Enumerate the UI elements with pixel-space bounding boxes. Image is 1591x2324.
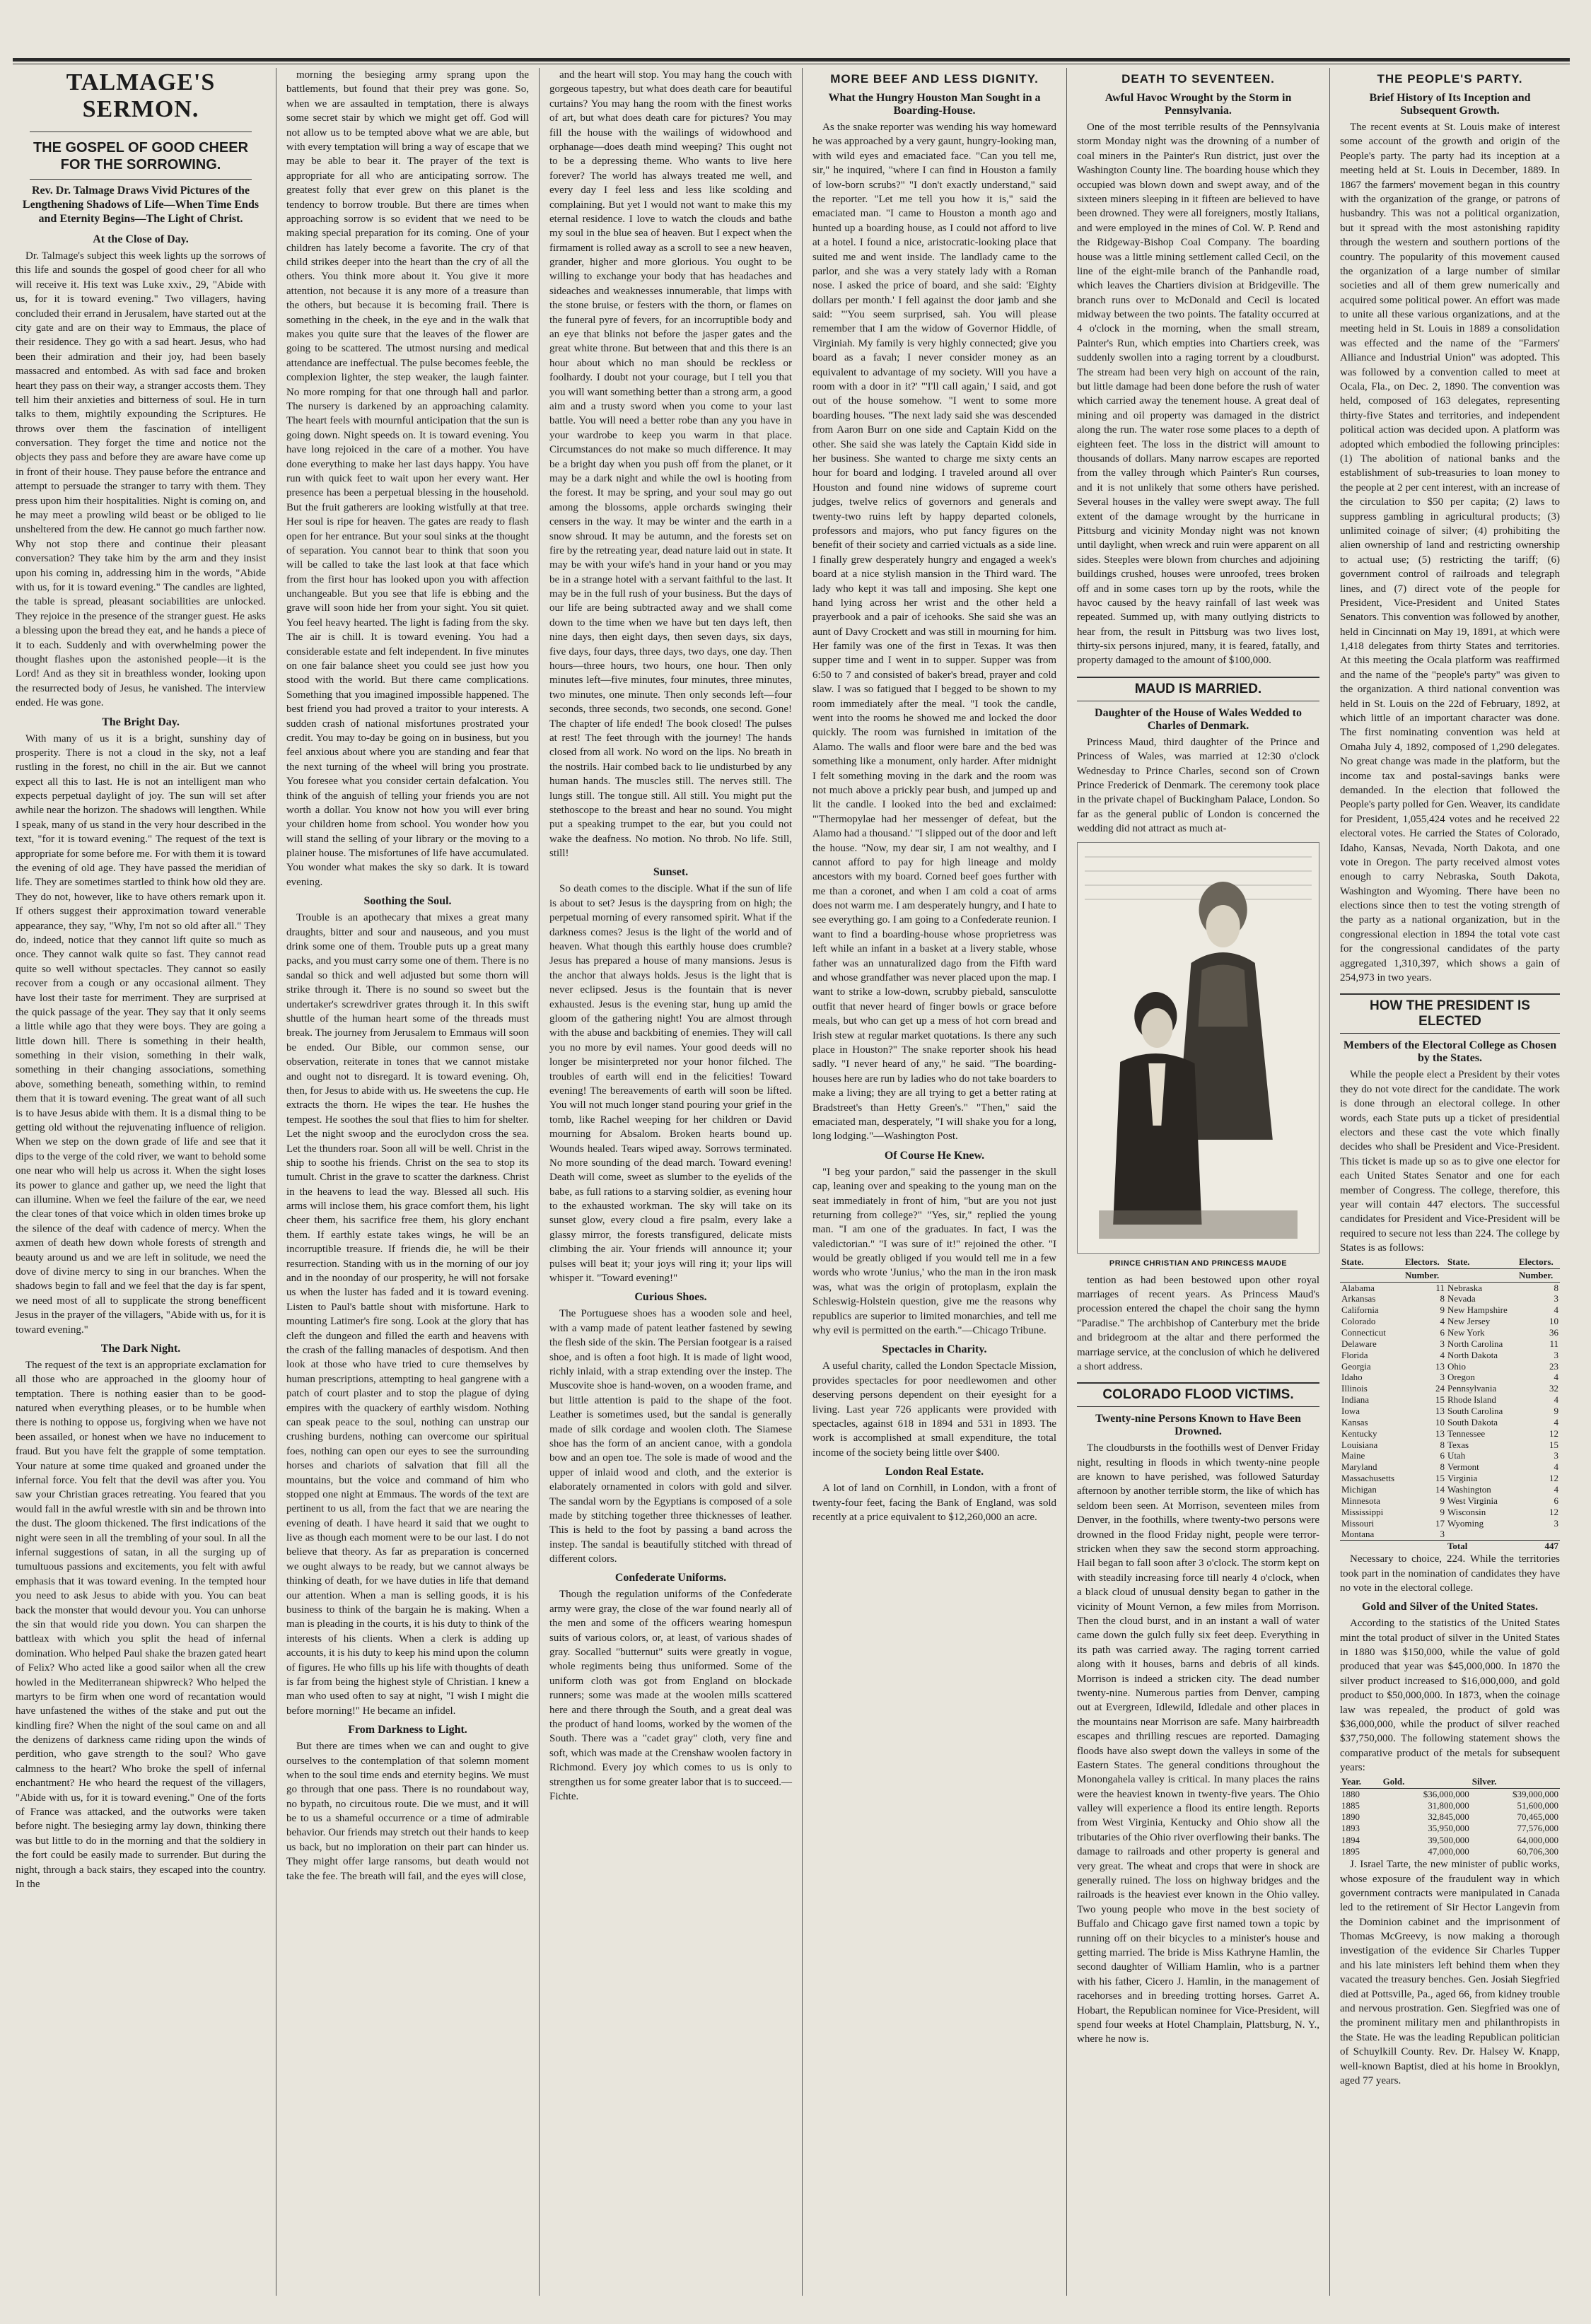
electors-cell: 3 bbox=[1440, 1372, 1445, 1383]
article-paragraph: But there are times when we can and ought to give ourselves to the contemplation of that solemn moment when to the soul time ends and eternity begins. We must go through that one pass. There is no roundabout way, no bypath, no circuitous route. Die we must, and it will be to us a shameful occurrence or a time of admirable behavior. Our friends may stretch out their hands to keep us back, but no imploration on their part can hinder us. They might offer large ransoms, but death would not take the fee. The breath will fail, and the eyes will close, bbox=[286, 1741, 529, 1882]
masthead-rule bbox=[13, 58, 1570, 62]
state-cell: Wisconsin bbox=[1447, 1506, 1486, 1517]
table-total-row bbox=[1340, 1541, 1560, 1552]
electors-cell: 4 bbox=[1554, 1483, 1558, 1495]
table-row bbox=[1340, 1282, 1560, 1293]
electors-cell: 15 bbox=[1435, 1473, 1445, 1484]
state-cell: Wyoming bbox=[1447, 1517, 1484, 1529]
section-heading: Curious Shoes. bbox=[634, 1291, 707, 1304]
state-cell: Minnesota bbox=[1341, 1495, 1380, 1506]
table-row bbox=[1340, 1383, 1560, 1394]
state-cell: Kentucky bbox=[1341, 1427, 1377, 1439]
state-cell: Colorado bbox=[1341, 1316, 1376, 1327]
year-cell: 1895 bbox=[1341, 1845, 1360, 1857]
electors-cell: 11 bbox=[1435, 1282, 1445, 1293]
electors-cell: 6 bbox=[1440, 1326, 1445, 1338]
state-cell: Arkansas bbox=[1341, 1293, 1376, 1304]
electors-cell: 3 bbox=[1554, 1349, 1558, 1360]
electors-cell: 4 bbox=[1554, 1304, 1558, 1316]
year-cell: 1885 bbox=[1341, 1799, 1360, 1811]
section-heading: Members of the Electoral College as Chosen by the States. bbox=[1343, 1039, 1557, 1065]
year-cell: 1890 bbox=[1341, 1811, 1360, 1823]
state-cell: Nebraska bbox=[1447, 1282, 1483, 1293]
column-5 bbox=[1066, 68, 1329, 2296]
state-cell: Maryland bbox=[1341, 1461, 1377, 1473]
column-1 bbox=[13, 68, 276, 2296]
total-label: Total bbox=[1446, 1541, 1517, 1552]
table-subheader bbox=[1340, 1268, 1404, 1282]
peoples-party-headline: THE PEOPLE'S PARTY. bbox=[1377, 72, 1523, 86]
article-paragraph: So death comes to the disciple. What if the sun of life is about to set? Jesus is the dayspring from on high; the perpetual morning of every ransomed spirit. What if the darkness comes? Jesus is the light of the world and of heaven. What though this earthly house does crumble? Jesus has prepared a house of many mansions. Jesus is the anchor that always holds. Jesus is the light that is never eclipsed. Jesus is the fountain that is never exhausted. Jesus is the evening star, hung up amid the gloom of the gathering night! You are almost through with the abuse and backbiting of enemies. They will call you no more by evil names. Your good deeds will no longer be misinterpreted nor your honor filched. The troubles of earth will end in the felicities! Toward evening! The bereavements of earth will soon be lifted. You will not much longer stand pouring your grief in the tomb, like Rachel weeping for her children or David mourning for Absalom. Broken hearts bound up. Wounds healed. Tears wiped away. Sorrows terminated. No more sounding of the dead march. Toward evening! Death will come, sweet as slumber to the eyelids of the babe, as full rations to a starving soldier, as evening hour to the exhausted workman. The sky will take on its sunset glow, every cloud a fire psalm, every lake a glassy mirror, the forests transfigured, delicate mists climbing the air. Your friends will announce it; your pulses will beat it; your joys will ring it; your lips will whisper it. "Toward evening!" bbox=[549, 883, 792, 1285]
section-heading: Gold and Silver of the United States. bbox=[1361, 1601, 1539, 1613]
electors-cell: 8 bbox=[1440, 1461, 1445, 1473]
table-subheader: Number. bbox=[1404, 1268, 1446, 1282]
talmage-headline: TALMAGE'S SERMON. bbox=[66, 69, 216, 122]
electors-cell: 6 bbox=[1554, 1495, 1558, 1506]
electors-cell: 13 bbox=[1435, 1405, 1445, 1416]
state-cell: Washington bbox=[1447, 1483, 1491, 1495]
colorado-headline: COLORADO FLOOD VICTIMS. bbox=[1077, 1382, 1319, 1407]
electors-cell: 9 bbox=[1440, 1495, 1445, 1506]
column-2 bbox=[276, 68, 539, 2296]
state-cell: Iowa bbox=[1341, 1405, 1360, 1416]
table-row bbox=[1340, 1440, 1560, 1451]
table-row bbox=[1340, 1823, 1560, 1834]
state-cell: Virginia bbox=[1447, 1473, 1478, 1484]
article-paragraph: Princess Maud, third daughter of the Prince and Princess of Wales, was married at 12:30 o'clock Wednesday to Prince Charles, second son of Crown Prince Frederick of Denmark. The ceremony took place in the private chapel of Buckingham Palace, London. So far as the general public of London is concerned the wedding did not attract as much at- bbox=[1077, 736, 1319, 835]
table-row bbox=[1340, 1327, 1560, 1338]
table-subheader: Number. bbox=[1517, 1268, 1560, 1282]
state-cell: Pennsylvania bbox=[1447, 1383, 1497, 1394]
section-heading: Brief History of Its Inception and Subsequent Growth. bbox=[1369, 92, 1531, 117]
section-heading: Soothing the Soul. bbox=[363, 895, 452, 908]
section-heading: From Darkness to Light. bbox=[348, 1724, 467, 1736]
electors-cell: 17 bbox=[1435, 1517, 1445, 1529]
engraving-drawing bbox=[1078, 843, 1319, 1253]
table-row bbox=[1340, 1461, 1560, 1473]
state-cell: California bbox=[1341, 1304, 1379, 1316]
article-paragraph: According to the statistics of the United States mint the total product of silver in the United States in 1880 was $150,000, while the value of gold produced that year was $45,000,000. In 1870 the silver product increased to $16,000,000, and gold product to $50,000,000. In 1873, when the coinage law was repealed, the product of gold was $36,000,000, while the product of silver reached $37,750,000. The following statement shows the comparative product of the metals for subsequent years: bbox=[1340, 1618, 1560, 1774]
table-header: State. bbox=[1340, 1256, 1404, 1269]
state-cell: Indiana bbox=[1341, 1394, 1369, 1406]
electors-cell: 8 bbox=[1440, 1439, 1445, 1450]
table-row bbox=[1340, 1428, 1560, 1440]
table-row bbox=[1340, 1846, 1560, 1857]
electors-cell: 32 bbox=[1549, 1383, 1558, 1394]
table-row bbox=[1340, 1800, 1560, 1811]
article-paragraph: As the snake reporter was wending his way homeward he was approached by a very gaunt, hungry-looking man, with wild eyes and emaciated face. "Can you tell me, sir," he inquired, "where I can find in Houston a family of low-born scrubs?" "I don't exactly understand," said the reporter. "Let me tell you how it is," said the emaciated man. "I came to Houston a month ago and hunted up a boarding house, as I could not afford to live at a hotel. I found a nice, aristocratic-looking place that suited me and went inside. The landlady came to the parlor, and she was a very stately lady with a Roman nose. I asked the price of board, and she said: 'Eighty dollars per month.' I fell against the door jamb and she said: "'You seem surprised, sah. You will please remember that I am the widow of Governor Hiddle, of Virginiah. My family is very highly connected; give you board as a favah; I never consider money as an equivalent to advantage of my society. Will you have a room with a door in it?' "'I'll call again,' I said, and got out of the house somehow. "I went to some more boarding houses. "The next lady said she was descended from Aaron Burr on one side and Captain Kidd on the other. She said she was lately the Captain Kidd side in her business. She wanted to charge me sixty cents an hour for board and lodging. I traveled around all over Houston and found nine widows of supreme court judges, twelve relics of governors and generals and twenty-two ruins left by happy departed colonels, professors and majors, who put fancy figures on the benefit of their society and carried victuals as a side line. I finally grew desperately hungry and engaged a week's board at a nice stylish mansion in the Third ward. The lady who kept it was tall and imposing. She kept one hand lying across her wrist and the other held a prayerbook and a pair of icehooks. She said she was an aunt of Davy Crockett and was still in mourning for him. Her family was one of the first in Texas. It was then supper time and I went in to supper. Supper was from 6:50 to 7 and consisted of baker's bread, prayer and cold slaw. I was so fatigued that I begged to be shown to my room immediately after the meal. "I took the candle, went into the rooms he showed me and locked the door quickly. The room was furnished in imitation of the Alamo. The walls and floor were bare and the bed was something like a monument, only harder. After midnight I felt something moving in the dark and the room was not much above a prickly pear bush, and jumped up and lit the candle. I looked into the bed and exclaimed: "'Thermopylae had her messenger of defeat, but the Alamo had a thousand.' "I slipped out of the door and left the house. "Now, my dear sir, I am not wealthy, and I cannot afford to pay for high lineage and moldy ancestors with my board. Corned beef goes further with me than a coronet, and when I am cold a coat of arms does not warm me. I am desperately hungry, and I hate to see everything go. I am going to a Confederate reunion. I want to find a boarding-house whose proprietress was left while an infant in a basket at a livery stable, whose father was an unnaturalized dago from the Fifth ward and whose grandfather was never placed upon the map. I want to strike a low-down, scrubby piebald, sansculotte outfit that never heard of finger bowls or grace before meals, but who can get up a mess of hot corn bread and Irish stew at regular market quotations. Is there any such place in Houston?" The snake reporter shook his head sadly. "I never heard of any," he said. "The boarding-houses here are run by ladies who do not take boarders to make a living; they are all trying to get a better rating at Bradstreet's than Hetty Green's." "Then," said the emaciated man, desperately, "I will shake you for a long, long lodging."—Washington Post. bbox=[812, 122, 1056, 1143]
table-row bbox=[1340, 1361, 1560, 1372]
divider bbox=[30, 179, 252, 180]
electors-cell: 9 bbox=[1554, 1405, 1558, 1416]
section-heading: At the Close of Day. bbox=[93, 233, 189, 245]
state-cell: New York bbox=[1447, 1326, 1485, 1338]
table-row bbox=[1340, 1350, 1560, 1361]
year-cell: 1893 bbox=[1341, 1823, 1360, 1834]
electors-cell: 8 bbox=[1440, 1293, 1445, 1304]
electors-cell: 10 bbox=[1549, 1316, 1558, 1327]
article-paragraph: Dr. Talmage's subject this week lights up the sorrows of this life and sounds the gospel of good cheer for all who will receive it. His text was Luke xxiv., 29, "Abide with us, for it is toward evening." Two villagers, having concluded their errand in Jerusalem, have started out at the city gate and are on their way to Emmaus, the place of their residence. They go with a sad heart. Jesus, who had been their admiration and their joy, had been basely massacred and entombed. As with sad face and broken heart they pass on their way, a stranger accosts them. They tell him their anxieties and bitterness of soul. He in turn talks to them, mightily expounding the Scriptures. He throws over them the fascination of intelligent conversation. They forget the time and notice not the objects they pass and before they are aware have come up in front of their house. They pause before the entrance and attempt to persuade the stranger to tarry with them. They press upon him their hospitalities. Night is coming on, and he may meet a prowling wild beast or be obliged to lie unsheltered from the dew. He cannot go much farther now. Why not stop there and continue their pleasant conversation? They take him by the arm and they insist upon his coming in, addressing him in the words, "Abide with us, for it is toward evening." The candles are lighted, the table is spread, pleasant sociabilities are unlocked. They rejoice in the presence of the stranger guest. He asks a blessing upon the bread they eat, and he hands a piece of it to each. Suddenly and with overwhelming power the thought flashes upon the astonished people—it is the Lord! And as they sit in breathless wonder, looking upon the resurrected body of Jesus, he vanished. The interview ended. He was gone. bbox=[16, 250, 266, 709]
state-cell: Alabama bbox=[1341, 1282, 1375, 1293]
table-row bbox=[1340, 1406, 1560, 1417]
table-row bbox=[1340, 1338, 1560, 1350]
year-cell: 1894 bbox=[1341, 1834, 1360, 1845]
state-cell: Rhode Island bbox=[1447, 1394, 1496, 1406]
electors-cell: 9 bbox=[1440, 1506, 1445, 1517]
article-paragraph: A useful charity, called the London Spectacle Mission, provides spectacles for poor needlewomen and other deserving persons dependent on their eyesight for a living. Last year 726 applicants were provided with spectacles, against 618 in 1894 and 531 in 1893. The work is accomplished at small expenditure, the total income of the society being little over $400. bbox=[812, 1360, 1056, 1459]
article-paragraph: Necessary to choice, 224. While the territories took part in the nomination of candidates they have no vote in the electoral college. bbox=[1340, 1553, 1560, 1594]
state-cell: Missouri bbox=[1341, 1517, 1375, 1529]
table-row bbox=[1340, 1394, 1560, 1406]
gold-cell: 39,500,000 bbox=[1428, 1834, 1469, 1845]
article-paragraph: With many of us it is a bright, sunshiny day of prosperity. There is not a cloud in the sky, not a leaf rustling in the forest, no chill in the air. But we cannot expect all this to last. He is not an intelligent man who expects perpetual daylight of joy. The sun will set after awhile near the horizon. The shadows will lengthen. While I speak, many of us stand in the very hour described in the text, "for it is toward evening." The request of the text is appropriate for some before me. For with them it is toward the evening of old age. They have passed the meridian of life. They are sometimes startled to think how old they are. They do not, however, like to have others remark upon it. If others suggest their approximation toward venerable appearance, they say, "Why, I'm not so old after all." They do, indeed, notice that they cannot lift quite so much as once. They cannot walk quite so fast. They cannot read quite so well without spectacles. They cannot so easily recover from a cough or any occasional ailment. They have lost their taste for merriment. They are surprised at the quick passage of the year. They say that it only seems a little while ago that they were boys. They are going a little down hill. There is something in their health, something in their vision, something in their walk, something in their changing associations, something above, something beneath, something within, to remind them that it is toward evening. The great want of all such is to have Jesus abide with them. It is a dismal thing to be getting old without the rejuvenating influence of religion. When we step on the down grade of life and see that it dips to the verge of the cold river, we want to behold some one near who will help us across it. When the sight loses its power to glance and gather up, we need the light that can illumine. When we feel the failure of the ear, we need the clear tones of that voice which in olden times broke up the silence of the deaf with cadence of mercy. When the axmen of death hew down whole forests of strength and beauty around us and we are left in solitude, we need the dove of divine mercy to sing in our branches. When the shadows begin to fall and we feel that the day is far spent, we need most of all to supplicate the strong benefficent Jesus in the prayer of the villagers, "Abide with us, for it is toward evening." bbox=[16, 732, 266, 1336]
state-cell: New Jersey bbox=[1447, 1316, 1491, 1327]
table-row bbox=[1340, 1316, 1560, 1327]
talmage-subhead: THE GOSPEL OF GOOD CHEER FOR THE SORROWING. bbox=[33, 140, 249, 173]
table-row bbox=[1340, 1495, 1560, 1507]
column-6 bbox=[1329, 68, 1570, 2296]
state-cell: New Hampshire bbox=[1447, 1304, 1508, 1316]
silver-cell: 64,000,000 bbox=[1517, 1834, 1558, 1845]
electors-cell bbox=[1517, 1529, 1560, 1540]
electors-cell: 12 bbox=[1549, 1427, 1558, 1439]
electors-cell: 14 bbox=[1435, 1483, 1445, 1495]
state-cell: Oregon bbox=[1447, 1372, 1475, 1383]
silver-cell: 60,706,300 bbox=[1517, 1845, 1558, 1857]
electors-cell: 4 bbox=[1554, 1372, 1558, 1383]
state-cell: Michigan bbox=[1341, 1483, 1377, 1495]
electors-cell: 6 bbox=[1440, 1450, 1445, 1461]
table-subheader bbox=[1446, 1268, 1517, 1282]
electoral-table-body bbox=[1340, 1282, 1560, 1552]
state-cell: South Dakota bbox=[1447, 1416, 1498, 1427]
electors-cell: 4 bbox=[1440, 1316, 1445, 1327]
table-row bbox=[1340, 1518, 1560, 1529]
electoral-table bbox=[1340, 1256, 1560, 1553]
section-heading: What the Hungry Houston Man Sought in a Boarding-House. bbox=[828, 92, 1041, 117]
section-heading: The Bright Day. bbox=[102, 716, 180, 728]
state-cell: Georgia bbox=[1341, 1360, 1371, 1372]
engraving-illustration bbox=[1077, 842, 1319, 1254]
electors-cell: 36 bbox=[1549, 1326, 1558, 1338]
electors-cell: 12 bbox=[1549, 1506, 1558, 1517]
article-paragraph: morning the besieging army sprang upon the battlements, but found that their prey was gone. So, when we are assaulted in temptation, there is always some secret stair by which we might get off. God will not allow us to be tempted above what we are able, but with every temptation will bring a way of escape that we may be able to bear it. The prayer of the text is appropriate for all who are anticipating sorrow. The greatest folly that ever grew on this planet is the tendency to borrow trouble. But there are times when approaching sorrow is so evident that we need to be making special preparation for its coming. One of your children has lately become a favorite. The cry of that child strikes deeper into the heart than the cry of all the others. You think more about it. You give it more attention, not because it is any more of a treasure than the others, but because it is becoming frail. There is something in the cheek, in the eye and in the walk that makes you quite sure that the leaves of the flower are going to be scattered. The utmost nursing and medical attendance are ineffectual. The pulse becomes feeble, the complexion lighter, the step weaker, the laugh fainter. No more romping for that one through hall and parlor. The nursery is darkened by an approaching calamity. The heart feels with mournful anticipation that the sun is going down. Night speeds on. It is toward evening. You have long rejoiced in the care of a mother. You have done everything to make her last days happy. You have run with quick feet to wait upon her every want. Her presence has been a perpetual blessing in the household. But the fruit gatherers are looking wistfully at that tree. Her soul is ripe for heaven. The gates are ready to flash open for her entrance. But your soul sinks at the thought of separation. You cannot bear to think that soon you will be called to take the last look at that face which from the first hour has looked upon you with affection unchangeable. But you see that life is ebbing and the grave will soon hide her from your sight. You sit quiet. You feel heavy hearted. The light is fading from the sky. The air is chill. It is toward evening. You had a considerable estate and felt independent. In five minutes on one fair balance sheet you could see just how you stood with the world. But there came complications. Something that you imagined impossible happened. The best friend you had proved a traitor to your interests. A sudden crash of national misfortunes prostrated your credit. You may to-day be going on in business, but you feel anxious about where you are standing and fear that the next turning of the wheel will bring you prostrate. You foresee what you consider certain defalcation. You think of the anguish of telling your friends you are not worth a dollar. You know not how you will ever bring your children home from school. You wonder how you will stand the selling of your library or the moving to a plainer house. The misfortunes of life have accumulated. You wonder what makes the sky so dark. It is toward evening. bbox=[286, 69, 529, 888]
electors-cell: 3 bbox=[1440, 1529, 1445, 1540]
state-cell: Massachusetts bbox=[1341, 1473, 1395, 1484]
gold-cell: 32,845,000 bbox=[1428, 1811, 1469, 1823]
article-paragraph: While the people elect a President by their votes they do not vote direct for the candidate. The work is done through an electoral college. In other words, each State puts up a ticket of presidential electors and these cast the vote which finally decides who shall be President and Vice-President. This ticket is made up so as to give one elector for each United States Senator and one for each member of Congress. The college, therefore, this year will contain 447 electors. The successful candidates for President and Vice-President will be required to secure not less than 224. The college by States is as follows: bbox=[1340, 1069, 1560, 1254]
state-cell: Ohio bbox=[1447, 1360, 1466, 1372]
columns bbox=[13, 68, 1570, 2296]
beef-headline: MORE BEEF AND LESS DIGNITY. bbox=[830, 72, 1039, 86]
state-cell: Vermont bbox=[1447, 1461, 1479, 1473]
gold-silver-table-body bbox=[1340, 1788, 1560, 1857]
state-cell: Louisiana bbox=[1341, 1439, 1378, 1450]
article-paragraph: A lot of land on Cornhill, in London, with a front of twenty-four feet, facing the Bank of England, was sold recently at a price equivalent to $12,260,000 an acre. bbox=[812, 1483, 1056, 1523]
table-row bbox=[1340, 1417, 1560, 1428]
article-paragraph: The cloudbursts in the foothills west of Denver Friday night, resulting in floods in which twenty-nine people are known to have perished, was followed Saturday afternoon by another terrible storm, the like of which has seldom been seen. At Morrison, seventeen miles from Denver, in the foothills, where twenty-two persons were drowned in the flood Friday night, people were terror-stricken when they saw the second storm approaching. Hail began to fall soon after 3 o'clock. The storm kept on with steadily increasing force till nearly 4 o'clock, when a black cloud of unusual density began to gather in the vicinity of Mount Vernon, a few miles from Morrison. Then the cloud burst, and in an instant a wall of water came down the gulch fully six feet deep. Everything in its path was carried away. The raging torrent carried along with it houses, barns and debris of all kinds. Morrison is indeed a stricken city. The dead number twenty-nine. Numerous parties from Denver, camping out at Evergreen, Idlewild, Idledale and other places in the mountains near Morrison are safe. Many hairbreadth escapes and thrilling rescues are reported. Damaging floods have also swept down the valleys in some of the Eastern States. The general conditions throughout the Monongahela valley is critical. In many places the rains were the heaviest known in twenty-five years. The Ohio valley will experience a flood its entire length. Reports from West Virginia, Kentucky and Ohio show all the tributaries of the Ohio river overflowing their banks. The damage to railroads and other property is general and very great. The wheat and crops that were in shock are generally ruined. The loss on highway bridges and the railroads is the heaviest ever known in the Ohio valley. Two young people who move in the best society of Buffalo and Chicago gave first named town a topic by running off on their bicycles to a minister's house and getting married. The bride is Miss Kathryne Hamlin, the second daughter of William Hamlin, who is a partner with his father, Cicero J. Hamlin, in the management of racehorses and in breeding trotting horses. Garret A. Hobart, the Republican nominee for Vice-President, will spend four weeks at Hotel Champlain, Plattsburg, N. Y., where he now is. bbox=[1077, 1442, 1319, 2045]
electors-cell: 15 bbox=[1549, 1439, 1558, 1450]
electors-cell: 10 bbox=[1435, 1416, 1445, 1427]
state-cell: North Dakota bbox=[1447, 1349, 1498, 1360]
state-cell: Texas bbox=[1447, 1439, 1469, 1450]
state-cell: Mississippi bbox=[1341, 1506, 1384, 1517]
state-cell: Maine bbox=[1341, 1450, 1365, 1461]
electors-cell: 15 bbox=[1435, 1394, 1445, 1406]
section-heading: Of Course He Knew. bbox=[884, 1149, 985, 1162]
state-cell: Nevada bbox=[1447, 1293, 1476, 1304]
article-paragraph: One of the most terrible results of the Pennsylvania storm Monday night was the drowning of a number of coal miners in the Painter's Run district, just over the Washington County line. The boarding house which they occupied was blown down and swept away, and of the sixteen miners sleeping in it fifteen are believed to have been drowned. They were all foreigners, mostly Italians, and were employed in the mines of Col. W. P. Rend and the Ridgeway-Bishop Coal Company. The boarding house was a little mining settlement called Cecil, on the line of the eight-mile branch of the Panhandle road, which leaves the Chartiers division at Bridgeville. The branch runs over to McDonald and Cecil is located midway between the two points. The fatality occurred at 4 o'clock in the morning, when the small stream, Painter's Run, which empties into Chartiers creek, was suddenly swollen into a raging torrent by a cloudburst. The stream had been very high on account of the rain, but little damage had been done before the rush of water which carried away the tenement house. A great deal of mining and oil property was damaged in the district along the run. The water rose some places to a depth of eighteen feet. The loss in the district will amount to thousands of dollars. Many narrow escapes are reported from the valley through which Painter's Run courses, and it is not unlikely that some others have perished. Several houses in the valley were swept away. The full extent of the damage wrought by the hurricane in Pittsburg and vicinity Monday night was not known until daylight, when wreck and ruin were apparent on all sides. Steeples were blown from churches and adjoining buildings crushed, houses were unroofed, trees broken off and in some cases torn up by the roots, while the havoc caused by the heavy rainfall of last week was repeated. Summed up, with many outlying districts to hear from, the result in Pittsburg was two lives lost, thirty-six persons injured, many, it is feared, fatally, and property damaged to the amount of $100,000. bbox=[1077, 122, 1319, 667]
state-cell: Montana bbox=[1341, 1529, 1375, 1540]
state-cell: Florida bbox=[1341, 1349, 1368, 1360]
electors-cell: 12 bbox=[1549, 1473, 1558, 1484]
table-header: Gold. bbox=[1382, 1775, 1471, 1789]
electors-cell: 13 bbox=[1435, 1427, 1445, 1439]
illustration-caption: PRINCE CHRISTIAN AND PRINCESS MAUDE bbox=[1109, 1259, 1288, 1268]
gold-cell: 47,000,000 bbox=[1428, 1845, 1469, 1857]
state-cell bbox=[1446, 1529, 1517, 1540]
electors-cell: 3 bbox=[1554, 1517, 1558, 1529]
year-cell: 1880 bbox=[1341, 1788, 1360, 1799]
table-row bbox=[1340, 1529, 1560, 1540]
gold-silver-table bbox=[1340, 1775, 1560, 1858]
total-value: 447 bbox=[1517, 1541, 1560, 1552]
electors-cell: 8 bbox=[1554, 1282, 1558, 1293]
section-heading: Confederate Uniforms. bbox=[614, 1572, 727, 1584]
electors-cell: 3 bbox=[1554, 1293, 1558, 1304]
table-row bbox=[1340, 1811, 1560, 1823]
state-cell: Illinois bbox=[1341, 1383, 1368, 1394]
article-paragraph: tention as had been bestowed upon other royal marriages of recent years. As Princess Maud's procession entered the chapel the choir sang the hymn "Paradise." The archbishop of Canterbury met the bride and bridegroom at the altar and there performed the marriage service, at the conclusion of which he delivered a short address. bbox=[1077, 1274, 1319, 1372]
silver-cell: 77,576,000 bbox=[1517, 1823, 1558, 1834]
electors-cell: 13 bbox=[1435, 1360, 1445, 1372]
president-headline: HOW THE PRESIDENT IS ELECTED bbox=[1340, 993, 1560, 1034]
table-row bbox=[1340, 1293, 1560, 1304]
state-cell: Utah bbox=[1447, 1450, 1466, 1461]
electors-cell: 9 bbox=[1440, 1304, 1445, 1316]
table-row bbox=[1340, 1507, 1560, 1518]
article-paragraph: Trouble is an apothecary that mixes a great many draughts, bitter and sour and nauseous, and you must drink some one of them. Trouble puts up a great many packs, and you must carry some one of them. There is no sandal so thick and well adjusted but some thorn will strike through it. There is no sound so sweet but the undertaker's screwdriver grates through it. In this swift shuttle of the human heart some of the threads must break. The journey from Jerusalem to Emmaus will soon be ended. Our Bible, our common sense, our observation, reiterate in tones that we cannot mistake and ought not to disregard. It is toward evening. Oh, then, for Jesus to abide with us. He sweetens the cup. He extracts the thorn. He wipes the tear. He hushes the tempest. He soothes the soul that flies to him for shelter. Let the night swoop and the euroclydon cross the sea. Let the thunders roar. Soon all will be well. Christ in the ship to soothe his friends. Christ on the sea to stop its tumult. Christ in the grave to scatter the darkness. Christ in the heavens to lead the way. Blessed all such. His arms will inclose them, his grace comfort them, his light cheer them, his sacrifice free them, his glory enchant them. If earthly estate takes wings, he will be an incorruptible treasure. If friends die, he will be their resurrection. Standing with us in the morning of our joy and in the noonday of our prosperity, he will not forsake us when the luster has faded and it is toward evening. Listen to Paul's battle shout with misfortune. Hark to mounting Latimer's fire song. Look at the glory that has cleft the dungeon and filled the earth and heavens with the crash of the falling manacles of despotism. And then look at those who have tried to cure themselves by human prescriptions, attempting to heal gangrene with a patch of court plaster and to stop the plague of dying empires with the quackery of earthly wisdom. Nothing can speak peace to the soul, nothing can unstrap our crushing burdens, nothing can overcome our spiritual foes, nothing can open our eyes to see the surrounding horses and chariots of salvation that fill all the mountains, but the voice and command of him who stopped one night at Emmaus. The words of the text are pertinent to us all, from the fact that we are nearing the evening of death. I have heard it said that we ought to live as though each moment were to be our last. I do not believe that theory. As far as preparation is concerned we ought always to be ready, but we cannot always be thinking of death, for we have duties in life that demand our attention. When a man is selling goods, it is his business to think of the bargain he is making. When a man is pleading in the courts, it is his duty to think of the interests of his clients. When a clerk is adding up accounts, it is his duty to keep his mind upon the column of figures. He who fills up his life with thoughts of death is far from being the highest style of Christian. I knew a man who used often to say at night, "I wish I might die before morning!" He became an infidel. bbox=[286, 912, 529, 1717]
section-heading: Spectacles in Charity. bbox=[882, 1343, 987, 1356]
electors-cell: 3 bbox=[1554, 1450, 1558, 1461]
table-row bbox=[1340, 1788, 1560, 1800]
section-heading: Sunset. bbox=[653, 866, 689, 879]
article-paragraph: "I beg your pardon," said the passenger in the skull cap, leaning over and speaking to the young man on the seat immediately in front of him, "but are you not just returning from college?" "Yes, sir," replied the young man. "I am one of the graduates. In fact, I was the valedictorian." "I was sure of it!" rejoined the other. "I would be greatly obliged if you would tell me in a few words who wrote 'Junius,' who the man in the iron mask was, what was the origin of protoplasm, explain the Schleswig-Holstein question, give me the reasons why republics are superior to limited monarchies, and tell me why evil is permitted on the earth."—Chicago Tribune. bbox=[812, 1166, 1056, 1337]
electors-cell: 24 bbox=[1435, 1383, 1445, 1394]
electors-cell: 4 bbox=[1554, 1394, 1558, 1406]
silver-cell: 70,465,000 bbox=[1517, 1811, 1558, 1823]
table-row bbox=[1340, 1473, 1560, 1484]
electors-cell: 4 bbox=[1554, 1461, 1558, 1473]
silver-cell: $39,000,000 bbox=[1513, 1788, 1558, 1799]
article-paragraph: Though the regulation uniforms of the Confederate army were gray, the close of the war found nearly all of the men and some of the officers wearing homespun suits of various colors, or, at least, of various shades of gray. Socalled "butternut" suits were greatly in vogue, whole regiments being thus uniformed. Some of the uniform cloth was got from England on blockade runners; some was made at the woolen mills scattered here and there through the South, and a great deal was the product of hand looms, worked by the women of the South. There was a "cadet gray" cloth, very fine and soft, which was made at the Crenshaw woolen factory in Richmond. Every joy which comes to us is only to strengthen us for some greater labor that is to succeed.—Fichte. bbox=[549, 1589, 792, 1802]
state-cell: Idaho bbox=[1341, 1372, 1363, 1383]
gold-cell: $36,000,000 bbox=[1423, 1788, 1469, 1799]
column-3 bbox=[539, 68, 802, 2296]
section-heading: Twenty-nine Persons Known to Have Been Drowned. bbox=[1095, 1413, 1301, 1438]
electors-cell: 3 bbox=[1440, 1338, 1445, 1349]
state-cell: Kansas bbox=[1341, 1416, 1368, 1427]
table-row bbox=[1340, 1304, 1560, 1316]
table-row bbox=[1340, 1372, 1560, 1383]
electors-cell: 11 bbox=[1549, 1338, 1558, 1349]
electors-cell: 4 bbox=[1554, 1416, 1558, 1427]
electors-cell: 4 bbox=[1440, 1349, 1445, 1360]
talmage-deck: Rev. Dr. Talmage Draws Vivid Pictures of the Lengthening Shadows of Life—When Time Ends and Eternity Begins—The Light of Christ. bbox=[22, 185, 260, 225]
table-row bbox=[1340, 1484, 1560, 1495]
storm-headline: DEATH TO SEVENTEEN. bbox=[1121, 72, 1275, 86]
silver-cell: 51,600,000 bbox=[1517, 1799, 1558, 1811]
section-heading: London Real Estate. bbox=[885, 1466, 984, 1478]
gold-cell: 31,800,000 bbox=[1428, 1799, 1469, 1811]
table-header: Electors. bbox=[1404, 1256, 1446, 1269]
article-paragraph: and the heart will stop. You may hang the couch with gorgeous tapestry, but what does death care for beautiful curtains? You may hang the room with the finest works of art, but what does death care for pictures? You may fill the house with the wailings of widowhood and orphanage—does death mind weeping? This ought not to be a depressing theme. Who wants to live here forever? The world has always treated me well, and every day I feel less and less like scolding and complaining. But yet I would not want to make this my eternal residence. I love to watch the clouds and bathe my soul in the blue sea of heaven. But I expect when the firmament is rolled away as a scroll to see a new heaven, grander, higher and more glorious. You ought to be willing to exchange your body that has headaches and sideaches and weaknesses innumerable, that limps with the stone bruise, or festers with the thorn, or flames on the funeral pyre of fevers, for an incorruptible body and an eye that blinks not before the jasper gates and the great white throne. But between that and this there is an hour about which no man should be reckless or foolhardy. I doubt not your courage, but I tell you that you will want something better than a strong arm, a good aim and a trusty sword when you come to your last battle. You will need a better robe than any you have in your wardrobe to keep you warm in that place. Circumstances do not make so much difference. It may be a bright day when you push off from the planet, or it may be a dark night and while the owl is hooting from the forest. It may be spring, and your soul may go out among the blossoms, apple orchards swinging their censers in the way. It may be winter and the earth in a snow shroud. It may be autumn, and the forests set on fire by the retreating year, dead nature laid out in state. It may be with your wife's hand in your hand or you may be in a strange hotel with a servant faithful to the last. It may be in the full rush of your business. But the days of our life are being subtracted away and we shall come down to the time when we have but ten days left, then nine days, then eight days, then seven days, six days, five days, four days, three days, two days, one day. Then hours—three hours, two hours, one hour. Then only minutes left—five minutes, four minutes, three minutes, two minutes, one minute. Then only seconds left—four seconds, three seconds, two seconds, one second. Gone! The chapter of life ended! The book closed! The pulses at rest! The feet through with the journey! The hands closed from all work. No word on the lips. No breath in the nostrils. Hair combed back to lie undisturbed by any human hands. The muscles still. The nerves still. The lungs still. The tongue still. All still. You might put the stethoscope to the breast and hear no sound. You might put a speaking trumpet to the ear, but you could not wake the deafness. No motion. No throb. No life. Still, still! bbox=[549, 69, 792, 860]
article-paragraph: J. Israel Tarte, the new minister of public works, whose exposure of the fraudulent way in which government contracts were manipulated in Canada led to the retirement of Sir Hector Langevin from the Dominion cabinet and the imprisonment of Thomas McGreevy, is now making a thorough investigation of the evidence Sir Charles Tupper and his late ministers left behind them when they vacated the treasury benches. Gen. Josiah Siegfried died at Pottsville, Pa., aged 66, from kidney trouble and nervous prostration. Gen. Siegfried was one of the prominent military men and philanthropists in the State. He was the leading Republican politician of Schuylkill County. Rev. Dr. Halsey W. Knapp, well-known Baptist, died at his home in Brooklyn, aged 77 years. bbox=[1340, 1859, 1560, 2086]
table-header: Electors. bbox=[1517, 1256, 1560, 1269]
state-cell: Tennessee bbox=[1447, 1427, 1486, 1439]
maud-headline: MAUD IS MARRIED. bbox=[1077, 677, 1319, 701]
table-row bbox=[1340, 1450, 1560, 1461]
state-cell: Delaware bbox=[1341, 1338, 1377, 1349]
table-row bbox=[1340, 1835, 1560, 1846]
spacer-cell bbox=[1404, 1541, 1446, 1552]
section-heading: The Dark Night. bbox=[100, 1342, 181, 1355]
article-paragraph: The recent events at St. Louis make of interest some account of the growth and origin of the People's party. The party had its inception at a meeting held at St. Louis in December, 1889. In 1867 the farmers' movement began in this country with the organization of the grange, or patrons of husbandry. This was not a political organization, but it spread with the most astonishing rapidity through the western and southern portions of the country. The popularity of this movement caused the organization of a large number of similar societies and all of them grew numerically and acquired some political power. An effort was made to unite all these various organizations, and at the meeting held in St. Louis in 1889 a consolidation was effected and the name of the "Farmers' Alliance and Industrial Union" was adopted. This was followed by a convention called to meet at Ocala, Fla., on Dec. 2, 1890. The convention was held, composed of 163 delegates, representing thirty-five States and territories, and independent political action was decided upon. A platform was adopted which embodied the following principles: (1) The abolition of national banks and the establishment of sub-treasuries to loan money to the people at 2 per cent interest, with an increase of the circulation to $50 per capita; (2) laws to suppress gambling in agricultural products; (3) unlimited coinage of silver; (4) prohibiting the alien ownership of land and restricting ownership to actual use; (5) restricting the tariff; (6) government control of railroads and telegraph lines, and (7) direct vote of the people for President, Vice-President and United States Senators. This convention was followed by another, held in Cincinnati on May 19, 1891, at which were 1,418 delegates from thirty States and territories. At this meeting the Ocala platform was reaffirmed and the name of the "people's party" was given to the organization. A third national convention was held in St. Louis on the 22d of February, 1892, at which little of an important character was done. The first nominating convention was held at Omaha July 4, 1892, composed of 1,290 delegates. No great change was made in the platform, but the income tax and postal-savings banks were demanded. In the election that followed the People's party polled for Gen. Weaver, its candidate for President, 1,055,424 votes and he received 22 electoral votes. He carried the States of Colorado, Idaho, Kansas, Nevada, North Dakota, and one vote in Oregon. The party received almost votes enough to carry Nebraska, South Dakota, Washington and Wyoming. There have been no elections since then to test the voting strength of the party as a national organization, but in the congressional election in 1894 the total vote cast for the congressional candidates of the party aggregated 1,310,397, which shows a gain of 254,973 in two years. bbox=[1340, 122, 1560, 984]
article-paragraph: The request of the text is an appropriate exclamation for all those who are approached in the gloomy hour of temptation. There is nothing easier than to be good-natured when everything pleases, or to be humble when there is nothing to oppose us, forgiving when we have not been assailed, or honest when we have no inducement to fraud. But you have felt the grapple of some temptation. Your nature at some time quaked and groaned under the infernal force. You felt that the devil was after you. You saw your Christian graces retreating. You feared that you would fall in the awful wrestle with sin and be thrown into the dust. The gloom thickened. The first indications of the night were seen in all the trembling of your soul. In all the infernal suggestions of satan, in all the surging up of tumultuous passions and excitements, you felt with awful emphasis that it was toward evening. In the tempted hour you need to ask Jesus to abide with you. You can beat back the monster that would devour you. You can unhorse the sin that would ride you down. You can sharpen the battleax with which you split the head of infernal domination. Who helped Paul shake the brazen gated heart of Felix? Who acted like a good sailor when all the crew howled in the Mediterranean shipwreck? Who helped the martyrs to be firm when one word of recantation would have unfastened the withes of the stake and put out the kindling fire? When the night of the soul came on and all the denizens of darkness came riding upon the winds of perdition, who gave strength to the soul? Who gave calmness to the heart? Who broke the spell of infernal enchantment? He who heard the request of the villagers, "Abide with us, for it is toward evening." One of the forts of France was attacked, and the outworks were taken before night. The besieging army lay down, thinking there was but little to do in the morning and that the soldiery in the fort could be easily made to surrender. But during the night, through a back stairs, they escaped into the country. In the bbox=[16, 1359, 266, 1890]
spacer-cell bbox=[1340, 1541, 1404, 1552]
table-header: Silver. bbox=[1471, 1775, 1560, 1789]
table-header: Year. bbox=[1340, 1775, 1382, 1789]
state-cell: West Virginia bbox=[1447, 1495, 1498, 1506]
state-cell: North Carolina bbox=[1447, 1338, 1503, 1349]
section-heading: Awful Havoc Wrought by the Storm in Pennsylvania. bbox=[1105, 92, 1292, 117]
state-cell: Connecticut bbox=[1341, 1326, 1386, 1338]
column-4 bbox=[802, 68, 1066, 2296]
state-cell: South Carolina bbox=[1447, 1405, 1503, 1416]
section-heading: Daughter of the House of Wales Wedded to Charles of Denmark. bbox=[1095, 706, 1302, 732]
electors-cell: 23 bbox=[1549, 1360, 1558, 1372]
gold-cell: 35,950,000 bbox=[1428, 1823, 1469, 1834]
article-paragraph: The Portuguese shoes has a wooden sole and heel, with a vamp made of patent leather fastened by sewing the flesh side of the skin. The Persian footgear is a raised shoe, and is often a foot high. It is made of light wood, richly inlaid, with a strap extending over the instep. The Muscovite shoe is hand-woven, on a wooden frame, and but little attention is paid to the shape of the foot. Leather is sometimes used, but the sandal is generally made of silk cordage and woolen cloth. The Siamese shoe has the form of an ancient canoe, with a gondola bow and an open toe. The sole is made of wood and the upper of inlaid wood and cloth, and the exterior is elaborately ornamented in colors with gold and silver. The sandal worn by the Egyptians is composed of a sole made by stitching together three thicknesses of leather. This is held to the foot by passing a band across the instep. The sandal is beautifully stitched with thread of different colors. bbox=[549, 1308, 792, 1565]
table-header: State. bbox=[1446, 1256, 1517, 1269]
